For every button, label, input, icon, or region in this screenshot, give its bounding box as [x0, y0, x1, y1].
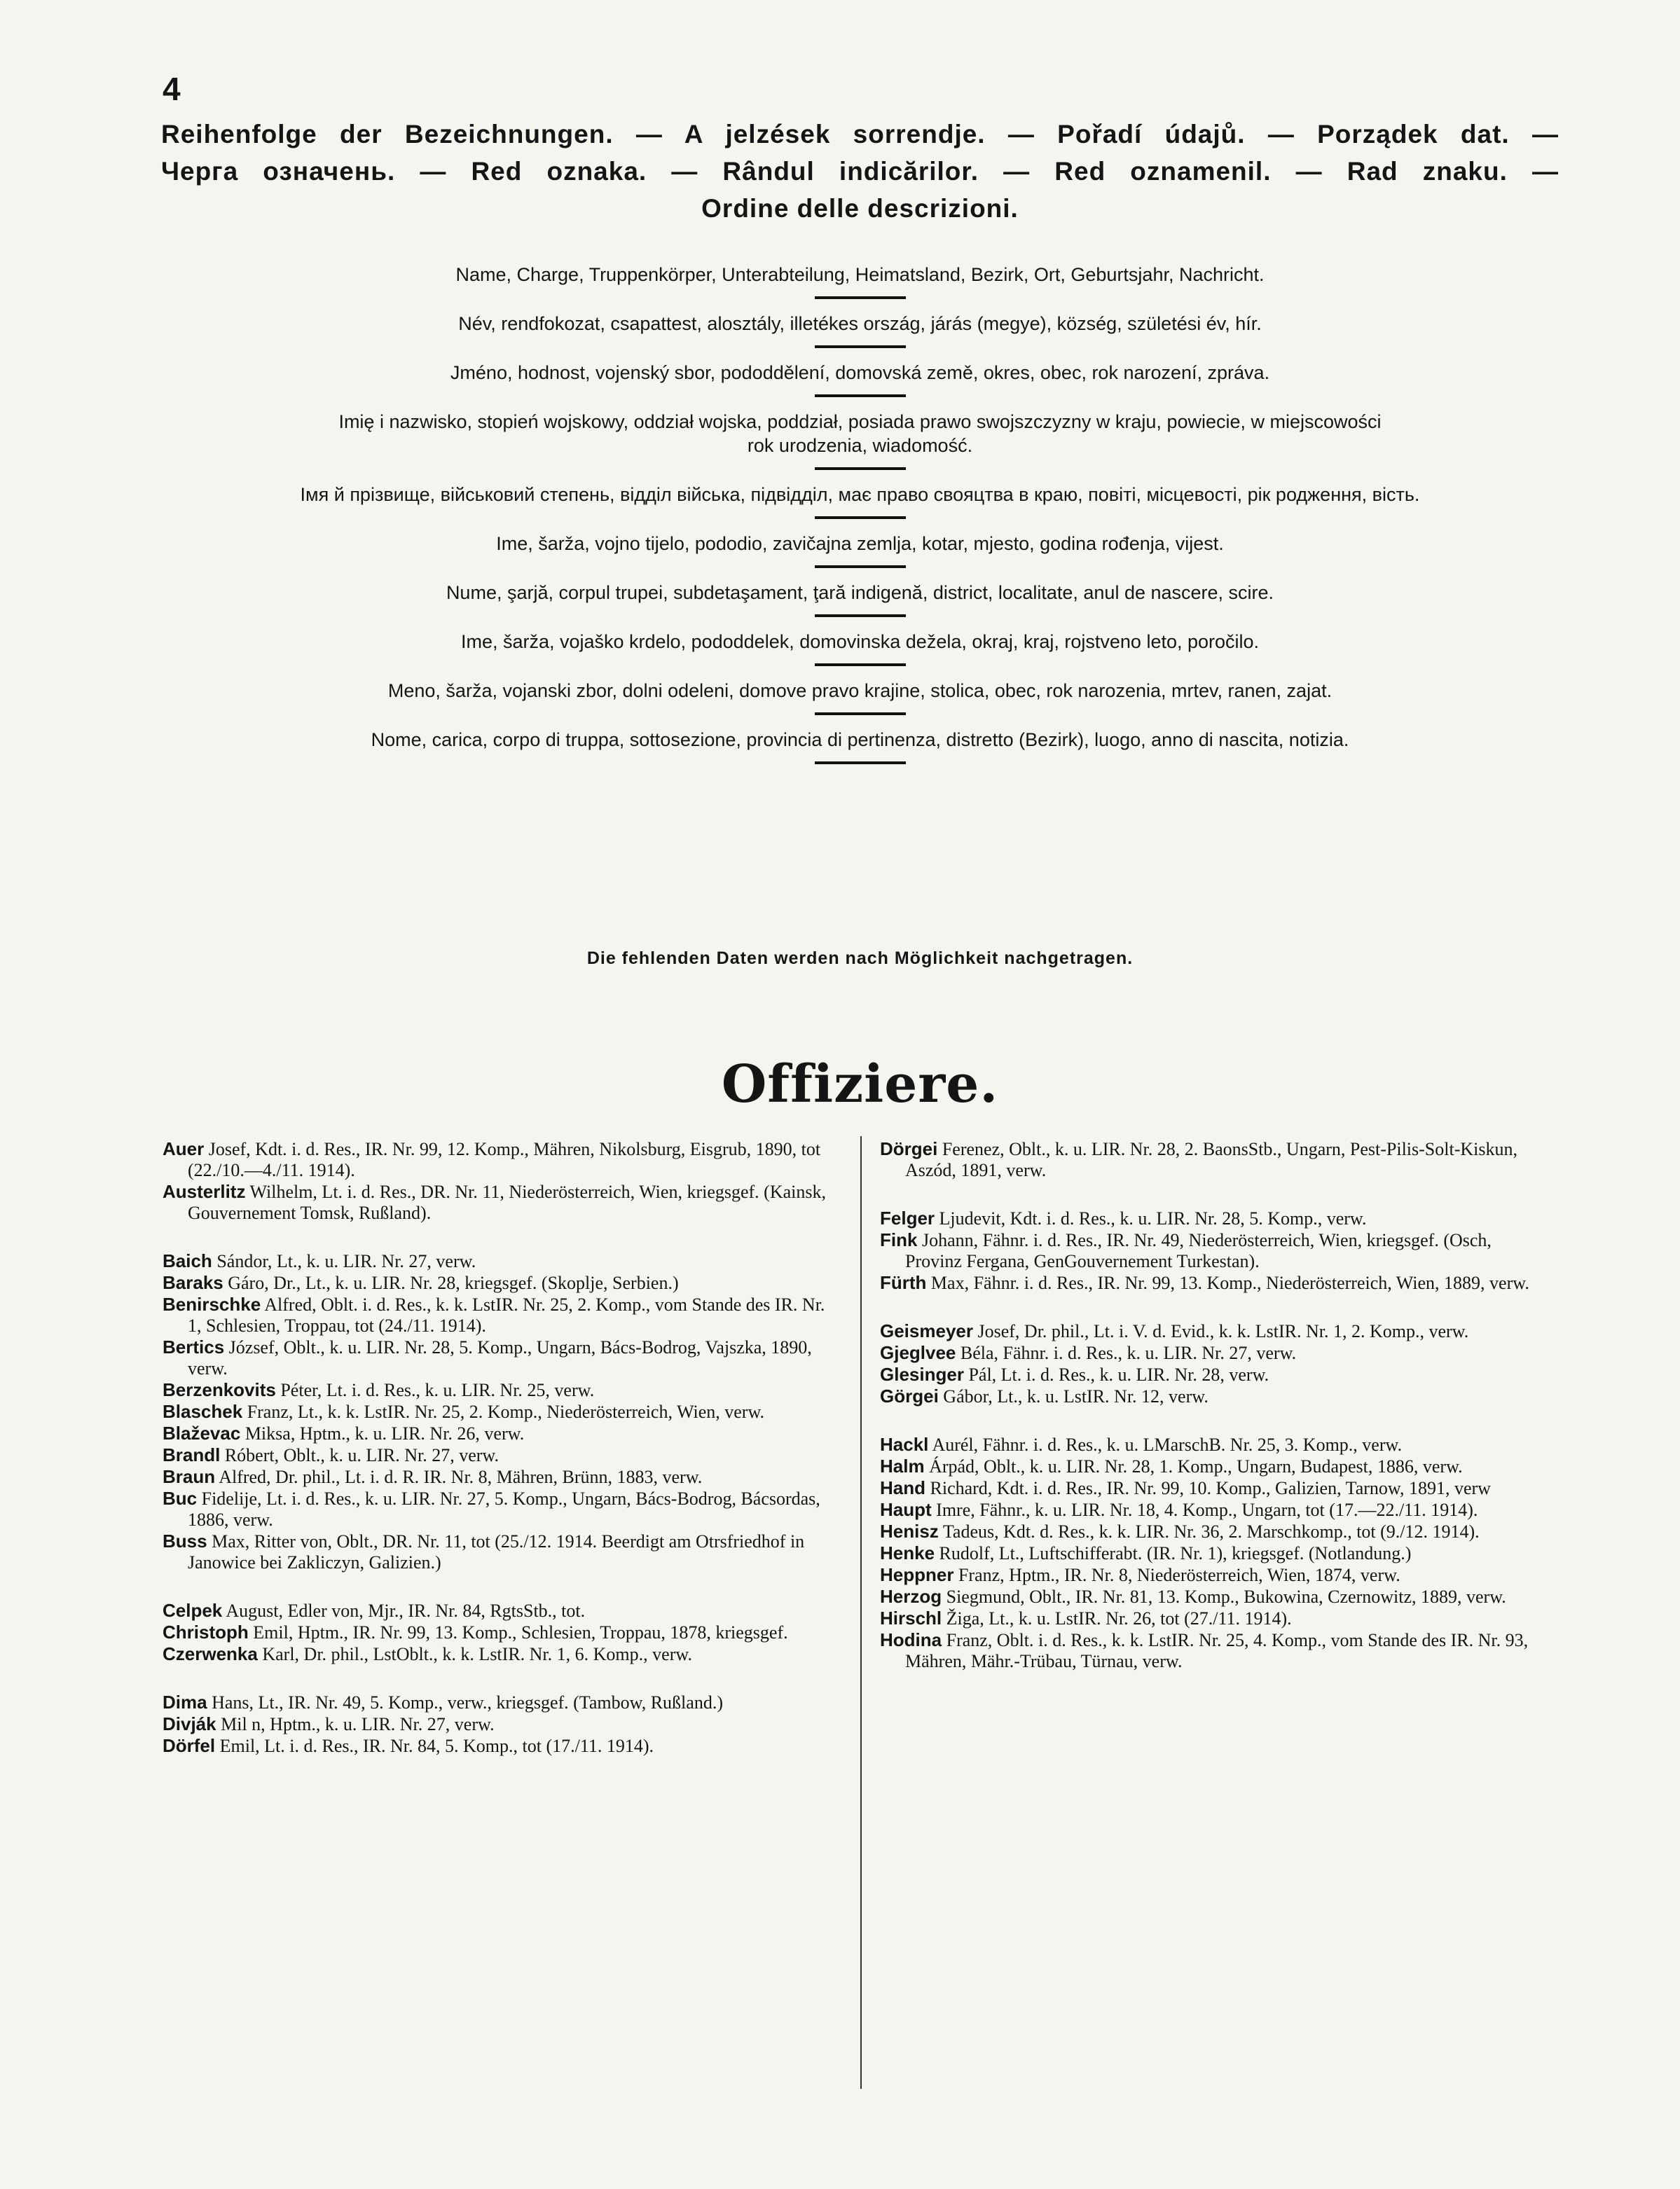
officer-surname: Austerlitz — [163, 1181, 246, 1202]
officer-surname: Hand — [880, 1477, 925, 1498]
officer-surname: Felger — [880, 1208, 935, 1229]
officer-details: August, Edler von, Mjr., IR. Nr. 84, RgtsStb., tot. — [222, 1601, 586, 1621]
officer-surname: Fink — [880, 1229, 918, 1250]
separator-rule — [815, 761, 906, 764]
missing-data-note: Die fehlenden Daten werden nach Möglichkeit nachgetragen. — [586, 948, 1134, 968]
officer-surname: Brandl — [163, 1444, 221, 1465]
officer-entry — [163, 1294, 835, 1337]
officer-entry — [880, 1608, 1552, 1629]
officer-surname: Heppner — [880, 1564, 954, 1585]
officer-entry — [163, 1138, 835, 1181]
officer-details: Johann, Fähnr. i. d. Res., IR. Nr. 49, Niederösterreich, Wien, kriegsgef. (Osch, Provinz Fergana, GenGouvernement Turkestan). — [905, 1230, 1492, 1271]
officer-surname: Auer — [163, 1138, 205, 1159]
officer-surname: Hirschl — [880, 1608, 942, 1629]
field-order-text: Jméno, hodnost, vojenský sbor, pododdělení, domovská země, okres, obec, rok narození, zpráva. — [450, 362, 1270, 383]
separator-rule — [815, 614, 906, 617]
officer-entry — [880, 1272, 1552, 1294]
letter-group-gap — [163, 1573, 835, 1600]
page-number: 4 — [163, 71, 181, 107]
officer-details: Gábor, Lt., k. u. LstIR. Nr. 12, verw. — [938, 1386, 1209, 1407]
officer-details: Rudolf, Lt., Luftschifferabt. (IR. Nr. 1), kriegsgef. (Notlandung.) — [935, 1543, 1412, 1563]
separator-rule — [815, 467, 906, 470]
officer-surname: Baraks — [163, 1272, 223, 1293]
officer-surname: Benirschke — [163, 1294, 261, 1315]
officer-entry — [880, 1229, 1552, 1272]
officer-entry — [880, 1542, 1552, 1564]
officer-entry — [163, 1622, 835, 1643]
officer-details: Pál, Lt. i. d. Res., k. u. LIR. Nr. 28, verw. — [963, 1365, 1269, 1385]
officer-details: Gáro, Dr., Lt., k. u. LIR. Nr. 28, kriegsgef. (Skoplje, Serbien.) — [223, 1273, 679, 1293]
field-order-text: rok urodzenia, wiadomość. — [747, 435, 973, 456]
officer-details: Tadeus, Kdt. d. Res., k. k. LIR. Nr. 36, 2. Marschkomp., tot (9./12. 1914). — [938, 1521, 1480, 1542]
officer-details: Miksa, Hptm., k. u. LIR. Nr. 26, verw. — [240, 1423, 525, 1444]
officer-surname: Henke — [880, 1542, 935, 1563]
officer-entry — [880, 1456, 1552, 1477]
left-column — [163, 1138, 835, 1757]
officer-surname: Berzenkovits — [163, 1379, 276, 1400]
separator-rule — [815, 296, 906, 299]
column-divider — [860, 1136, 862, 2089]
officer-entry — [880, 1521, 1552, 1542]
officer-surname: Braun — [163, 1466, 216, 1487]
officer-surname: Gjeglvee — [880, 1342, 956, 1363]
field-order-line — [161, 361, 1559, 385]
field-order-text: Імя й прізвище, військовий степень, відділ війська, підвідділ, має право свояцтва в краю, повіті, місцевості, рік родження, вість. — [300, 484, 1420, 505]
header-line: Reihenfolge der Bezeichnungen. — A jelzések sorrendje. — Pořadí údajů. — Porządek dat. — — [161, 120, 1559, 149]
officer-surname: Dima — [163, 1692, 207, 1713]
officer-surname: Buc — [163, 1488, 198, 1509]
officer-entry — [163, 1466, 835, 1488]
separator-rule — [815, 345, 906, 348]
field-order-list — [161, 263, 1559, 777]
officer-surname: Bertics — [163, 1337, 225, 1358]
field-order-line — [161, 630, 1559, 654]
field-order-text: Meno, šarža, vojanski zbor, dolni odeleni, domove pravo krajine, stolica, obec, rok narozenia, mrtev, ranen, zajat. — [387, 680, 1333, 701]
officer-entry — [880, 1386, 1552, 1407]
officer-details: Josef, Dr. phil., Lt. i. V. d. Evid., k. k. LstIR. Nr. 1, 2. Komp., verw. — [972, 1321, 1469, 1341]
officer-surname: Buss — [163, 1531, 207, 1552]
separator-rule — [815, 394, 906, 397]
officer-entry — [163, 1272, 835, 1294]
officer-surname: Dörfel — [163, 1735, 216, 1756]
officer-entry — [880, 1342, 1552, 1364]
officer-details: Ferenez, Oblt., k. u. LIR. Nr. 28, 2. BaonsStb., Ungarn, Pest-Pilis-Solt-Kiskun, Aszód, 1891, verw. — [905, 1139, 1517, 1180]
officer-entry — [163, 1379, 835, 1401]
officer-details: Aurél, Fähnr. i. d. Res., k. u. LMarschB. Nr. 25, 3. Komp., verw. — [928, 1435, 1403, 1455]
officer-details: Karl, Dr. phil., LstOblt., k. k. LstIR. Nr. 1, 6. Komp., verw. — [257, 1644, 692, 1664]
officer-details: Richard, Kdt. i. d. Res., IR. Nr. 99, 10. Komp., Galizien, Tarnow, 1891, verw — [925, 1478, 1491, 1498]
officer-surname: Hackl — [880, 1434, 929, 1455]
field-order-line — [161, 532, 1559, 555]
officer-entry — [163, 1337, 835, 1379]
officer-details: Franz, Lt., k. k. LstIR. Nr. 25, 2. Komp., Niederösterreich, Wien, verw. — [242, 1402, 765, 1422]
officer-surname: Görgei — [880, 1386, 939, 1407]
officer-entry — [163, 1250, 835, 1272]
officer-details: Róbert, Oblt., k. u. LIR. Nr. 27, verw. — [220, 1445, 499, 1465]
header-line: Ordine delle descrizioni. — [701, 194, 1019, 223]
officer-surname: Baich — [163, 1250, 212, 1271]
officer-details: Mil n, Hptm., k. u. LIR. Nr. 27, verw. — [216, 1714, 495, 1734]
officer-surname: Glesinger — [880, 1364, 964, 1385]
officer-details: Béla, Fähnr. i. d. Res., k. u. LIR. Nr. 27, verw. — [956, 1343, 1297, 1363]
officer-details: Franz, Oblt. i. d. Res., k. k. LstIR. Nr. 25, 4. Komp., vom Stande des IR. Nr. 93, Mähren, Mähr.-Trübau, Türnau, verw. — [905, 1630, 1529, 1671]
officer-details: Emil, Lt. i. d. Res., IR. Nr. 84, 5. Komp., tot (17./11. 1914). — [215, 1736, 654, 1756]
officer-details: Žiga, Lt., k. u. LstIR. Nr. 26, tot (27./11. 1914). — [942, 1608, 1292, 1629]
field-order-text: Imię i nazwisko, stopień wojskowy, oddział wojska, poddział, posiada prawo swojszczyzny w kraju, powiecie, w miejscowości — [338, 411, 1382, 432]
separator-rule — [815, 565, 906, 568]
officer-details: Alfred, Dr. phil., Lt. i. d. R. IR. Nr. 8, Mähren, Brünn, 1883, verw. — [215, 1467, 703, 1487]
field-order-text: Ime, šarža, vojno tijelo, pododio, zavičajna zemlja, kotar, mjesto, godina rođenja, vijest. — [496, 533, 1224, 554]
field-order-line — [161, 312, 1559, 336]
officer-surname: Haupt — [880, 1499, 932, 1520]
officer-entry — [163, 1713, 835, 1735]
separator-rule — [815, 516, 906, 519]
officer-surname: Hodina — [880, 1629, 942, 1650]
letter-group-gap — [880, 1181, 1552, 1208]
field-order-text: Nume, şarjă, corpul trupei, subdetaşament, ţară indigenă, district, localitate, anul de nascere, scire. — [446, 582, 1274, 603]
letter-group-gap — [163, 1224, 835, 1250]
header-line: Черга означень. — Red oznaka. — Rândul indicărilor. — Red oznamenil. — Rad znaku. — — [161, 157, 1559, 186]
officer-surname: Dörgei — [880, 1138, 938, 1159]
officer-entry — [163, 1531, 835, 1573]
field-order-line — [161, 581, 1559, 605]
separator-rule — [815, 663, 906, 666]
officer-details: Wilhelm, Lt. i. d. Res., DR. Nr. 11, Niederösterreich, Wien, kriegsgef. (Kainsk, Gouvernement Tomsk, Rußland). — [188, 1182, 827, 1223]
officer-surname: Czerwenka — [163, 1643, 258, 1664]
field-order-text: Nome, carica, corpo di truppa, sottosezione, provincia di pertinenza, distretto (Bezirk), luogo, anno di nascita, notizia. — [371, 729, 1349, 750]
field-order-line — [161, 679, 1559, 703]
officer-details: Hans, Lt., IR. Nr. 49, 5. Komp., verw., kriegsgef. (Tambow, Rußland.) — [207, 1692, 723, 1713]
section-title: Offiziere. — [721, 1054, 999, 1114]
officer-surname: Blaževac — [163, 1423, 241, 1444]
officer-entry — [880, 1138, 1552, 1181]
officer-entry — [163, 1643, 835, 1665]
officer-details: Emil, Hptm., IR. Nr. 99, 13. Komp., Schlesien, Troppau, 1878, kriegsgef. — [248, 1622, 788, 1643]
right-column — [880, 1138, 1552, 1672]
officer-details: József, Oblt., k. u. LIR. Nr. 28, 5. Komp., Ungarn, Bács-Bodrog, Vajszka, 1890, verw. — [188, 1337, 812, 1379]
officer-details: Péter, Lt. i. d. Res., k. u. LIR. Nr. 25, verw. — [275, 1380, 595, 1400]
officer-surname: Divják — [163, 1713, 216, 1734]
officer-details: Árpád, Oblt., k. u. LIR. Nr. 28, 1. Komp., Ungarn, Budapest, 1886, verw. — [924, 1456, 1463, 1477]
field-order-line — [161, 263, 1559, 286]
officer-entry — [880, 1499, 1552, 1521]
officer-entry — [163, 1488, 835, 1531]
officer-surname: Geismeyer — [880, 1320, 973, 1341]
officer-surname: Henisz — [880, 1521, 939, 1542]
officer-entry — [880, 1320, 1552, 1342]
officer-details: Alfred, Oblt. i. d. Res., k. k. LstIR. Nr. 25, 2. Komp., vom Stande des IR. Nr. 1, Schlesien, Troppau, tot (24./11. 1914). — [188, 1294, 825, 1336]
officer-entry — [163, 1692, 835, 1713]
officer-entry — [880, 1434, 1552, 1456]
letter-group-gap — [880, 1294, 1552, 1320]
header-languages — [161, 116, 1559, 227]
field-order-text: Ime, šarža, vojaško krdelo, pododdelek, domovinska dežela, okraj, kraj, rojstveno leto, poročilo. — [460, 631, 1260, 652]
field-order-text: Név, rendfokozat, csapattest, alosztály, illetékes ország, járás (megye), község, születési év, hír. — [458, 313, 1262, 334]
officer-surname: Christoph — [163, 1622, 249, 1643]
officer-entry — [163, 1181, 835, 1224]
officer-details: Max, Ritter von, Oblt., DR. Nr. 11, tot (25./12. 1914. Beerdigt am Otrsfriedhof in Janowice bei Zakliczyn, Galizien.) — [188, 1531, 805, 1573]
officer-entry — [880, 1364, 1552, 1386]
field-order-line — [161, 483, 1559, 506]
officer-surname: Fürth — [880, 1272, 927, 1293]
officer-entry — [163, 1600, 835, 1622]
officer-entry — [163, 1401, 835, 1423]
letter-group-gap — [163, 1665, 835, 1692]
officer-details: Sándor, Lt., k. u. LIR. Nr. 27, verw. — [212, 1251, 476, 1271]
officer-details: Siegmund, Oblt., IR. Nr. 81, 13. Komp., Bukowina, Czernowitz, 1889, verw. — [942, 1587, 1506, 1607]
officer-entry — [880, 1477, 1552, 1499]
officer-details: Franz, Hptm., IR. Nr. 8, Niederösterreich, Wien, 1874, verw. — [953, 1565, 1400, 1585]
field-order-line — [161, 410, 1559, 457]
officer-entry — [163, 1735, 835, 1757]
field-order-line — [161, 728, 1559, 752]
letter-group-gap — [880, 1407, 1552, 1434]
officer-surname: Blaschek — [163, 1401, 243, 1422]
officer-surname: Herzog — [880, 1586, 942, 1607]
officer-details: Max, Fähnr. i. d. Res., IR. Nr. 99, 13. Komp., Niederösterreich, Wien, 1889, verw. — [926, 1273, 1529, 1293]
officer-surname: Halm — [880, 1456, 925, 1477]
separator-rule — [815, 712, 906, 715]
field-order-text: Name, Charge, Truppenkörper, Unterabteilung, Heimatsland, Bezirk, Ort, Geburtsjahr, Nachricht. — [455, 264, 1265, 285]
officer-entry — [880, 1629, 1552, 1672]
officer-surname: Celpek — [163, 1600, 223, 1621]
officer-entry — [880, 1208, 1552, 1229]
officer-entry — [163, 1444, 835, 1466]
officer-details: Imre, Fähnr., k. u. LIR. Nr. 18, 4. Komp., Ungarn, tot (17.—22./11. 1914). — [931, 1500, 1478, 1520]
officer-details: Josef, Kdt. i. d. Res., IR. Nr. 99, 12. Komp., Mähren, Nikolsburg, Eisgrub, 1890, tot (22./10.—4./11. 1914). — [188, 1139, 821, 1180]
officer-entry — [163, 1423, 835, 1444]
officer-details: Ljudevit, Kdt. i. d. Res., k. u. LIR. Nr. 28, 5. Komp., verw. — [935, 1208, 1367, 1229]
officer-details: Fidelije, Lt. i. d. Res., k. u. LIR. Nr. 27, 5. Komp., Ungarn, Bács-Bodrog, Bácsordas, 1886, verw. — [188, 1489, 820, 1530]
officer-entry — [880, 1586, 1552, 1608]
officer-entry — [880, 1564, 1552, 1586]
